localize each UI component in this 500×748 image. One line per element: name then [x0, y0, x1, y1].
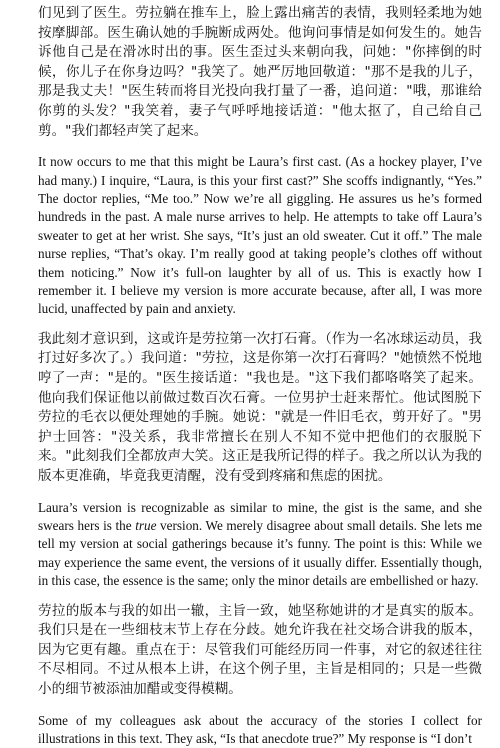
- paragraph-en-2: [38, 499, 482, 591]
- paragraph-en-2-part-b: version. We merely disagree about small details. She lets me tell my version at social gatherings because it’s funny. The point is this: While we may experience the same event, the versions of it usually differ. Essentially though, in this case, the essence is the same; only the minor details are embellished or hazy.: [38, 517, 483, 589]
- paragraph-en-1: It now occurs to me that this might be Laura’s first cast. (As a hockey player, I’ve had many.) I inquire, “Laura, is this your first cast?” She scoffs indignantly, “Yes.” The doctor replies, “Me too.” Now we’re all giggling. He assures us he’s formed hundreds in the past. A male nurse arrives to help. He attempts to take off Laura’s sweater to get at her wrist. She says, “It’s just an old sweater. Cut it off.” The male nurse replies, “That’s okay. I’m really good at taking people’s clothes off without them noticing.” Now it’s full-on laughter by all of us. This is exactly how I remember it. I believe my version is more accurate because, after all, I was more lucid, unaffected by pain and anxiety.: [38, 154, 482, 317]
- paragraph-en-2-part-a: Laura’s version is recognizable as similar to mine, the gist is the same, and she swears hers is the: [38, 499, 482, 533]
- paragraph-zh-1: 们见到了医生。劳拉躺在推车上，脸上露出痛苦的表情，我则轻柔地为她按摩脚部。医生确认她的手腕断成两处。他询问事情是如何发生的。她告诉他自己是在滑冰时出的事。医生歪过头来朝向我，问她："你摔倒的时候，你儿子在你身边吗？"我笑了。她严厉地回敬道："那不是我的儿子，那是我丈夫！"医生转而将目光投向我打量了一番，追问道："哦，那谁给你剪的头发？"我笑着，妻子气呼呼地接话道："他太抠了，自己给自己剪。"我们都轻声笑了起来。: [38, 5, 482, 139]
- paragraph-zh-3: 劳拉的版本与我的如出一辙，主旨一致，她坚称她讲的才是真实的版本。我们只是在一些细枝末节上存在分歧。她允许我在社交场合讲我的版本，因为它更有趣。重点在于：尽管我们可能经历同一件事，对它的叙述往往不尽相同。不过从根本上讲，在这个例子里，主旨是相同的；只是一些微小的细节被添油加醋或变得模糊。: [38, 602, 482, 697]
- paragraph-en-3: Some of my colleagues ask about the accuracy of the stories I collect for illustrations in this text. They ask, “Is that anecdote true?” My response is “I don’t: [38, 712, 482, 746]
- emphasis-true: true: [135, 517, 157, 533]
- paragraph-zh-2: 我此刻才意识到，这或许是劳拉第一次打石膏。（作为一名冰球运动员，我打过好多次了。）我问道："劳拉，这是你第一次打石膏吗？"她愤然不悦地哼了一声："是的。"医生接话道："我也是。"这下我们都咯咯笑了起来。他向我们保证他以前做过数百次石膏。一位男护士赶来帮忙。他试图脱下劳拉的毛衣以便处理她的手腕。她说："就是一件旧毛衣，剪开好了。"男护士回答："没关系，我非常擅长在别人不知不觉中把他们的衣服脱下来。"此刻我们全都放声大笑。这正是我所记得的样子。我之所以认为我的版本更准确，毕竟我更清醒，没有受到疼痛和焦虑的困扰。: [38, 330, 482, 484]
